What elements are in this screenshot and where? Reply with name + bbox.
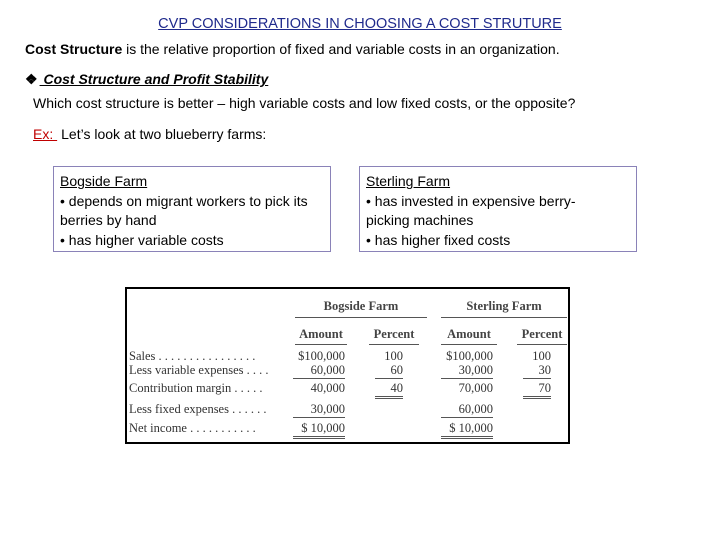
table-cell: 40 [375,381,403,399]
definition-body: is the relative proportion of fixed and variable costs in an organization. [122,41,560,57]
farm-name: Bogside Farm [60,173,148,189]
table-cell: 100 [384,349,403,363]
table-row-label: Net income . . . . . . . . . . . [129,421,256,435]
table-cell: $ 10,000 [293,421,345,439]
section-heading [25,71,268,88]
table-cell: 30,000 [441,363,493,379]
bogside-farm-box [53,166,331,252]
table-row-label: Less fixed expenses . . . . . . [129,402,267,416]
table-cell: $ 10,000 [441,421,493,439]
farm-name: Sterling Farm [366,173,451,189]
table-col-header: Percent [517,327,567,345]
income-comparison-table [125,287,570,444]
table-col-header: Amount [441,327,497,345]
farm-detail-line: picking machines [366,212,474,228]
farm-detail-line: berries by hand [60,212,157,228]
table-farm-header: Sterling Farm [441,299,567,318]
table-cell: 60 [375,363,403,379]
table-cell: 30,000 [293,402,345,418]
table-cell: 60,000 [441,402,493,418]
table-cell: 70,000 [458,381,493,395]
farm-detail-line: • depends on migrant workers to pick its [60,192,308,209]
table-row-label: Less variable expenses . . . . [129,363,269,377]
slide-title: CVP CONSIDERATIONS IN CHOOSING A COST STRUTURE [158,16,562,32]
definition-text [25,41,560,57]
table-cell: 100 [532,349,551,363]
table-col-header: Amount [295,327,347,345]
example-text: Let’s look at two blueberry farms: [61,126,267,142]
diamond-bullet-icon: ❖ [25,71,38,87]
example-label: Ex: [33,126,58,142]
farm-detail-line: • has invested in expensive berry- [366,192,576,209]
definition-term: Cost Structure [25,41,123,57]
table-cell: 60,000 [293,363,345,379]
table-row-label: Sales . . . . . . . . . . . . . . . . [129,349,256,363]
example-line [33,126,266,142]
farm-detail-line: • has higher variable costs [60,231,224,248]
sterling-farm-box [359,166,637,252]
table-col-header: Percent [369,327,419,345]
table-cell: $100,000 [446,349,493,363]
table-row-label: Contribution margin . . . . . [129,381,263,395]
table-farm-header: Bogside Farm [295,299,427,318]
section-heading-text: Cost Structure and Profit Stability [39,71,269,87]
table-cell: 70 [523,381,551,399]
farm-detail-line: • has higher fixed costs [366,231,511,248]
table-cell: 40,000 [310,381,345,395]
table-cell: $100,000 [298,349,345,363]
table-cell: 30 [523,363,551,379]
question-text: Which cost structure is better – high variable costs and low fixed costs, or the opposite? [33,95,576,111]
